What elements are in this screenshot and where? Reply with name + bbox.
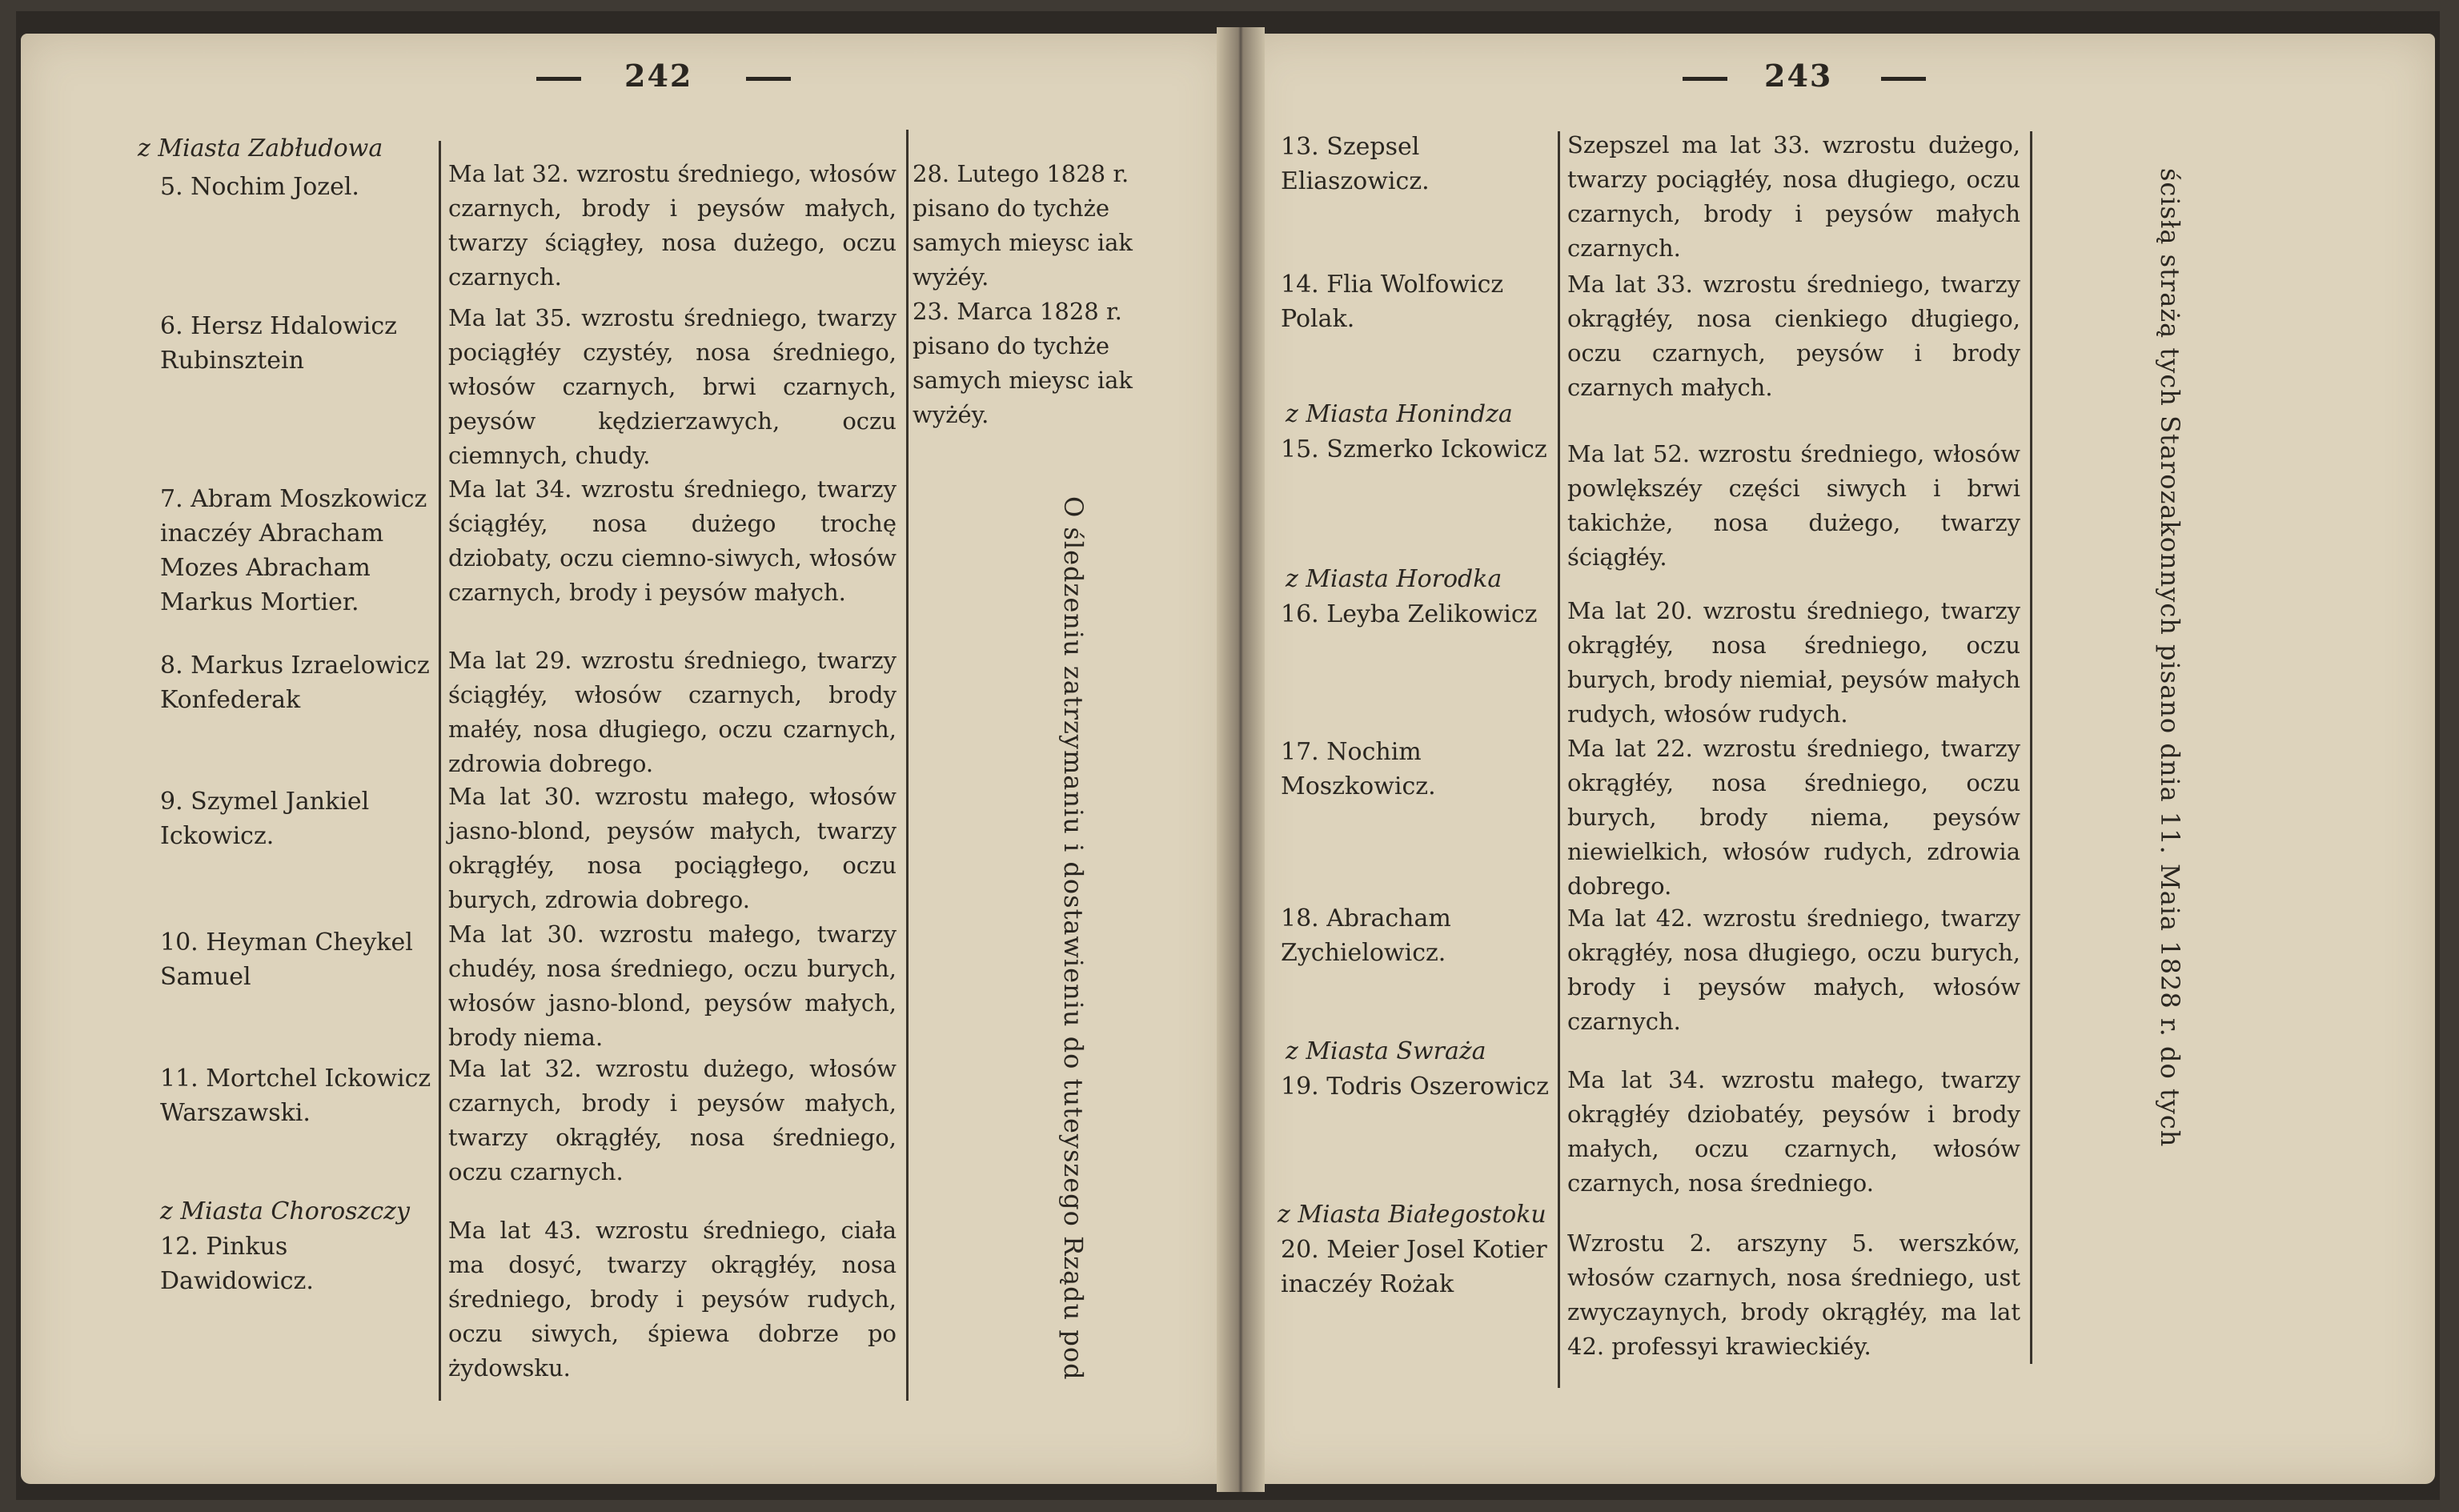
entry-name [1281,130,1553,199]
entry-person-name: Pinkus Dawidowicz. [160,1233,314,1295]
entry-person-name: Meier Josel Kotier inaczéy Rożak [1281,1236,1547,1298]
entry-description: Ma lat 22. wzrostu średniego, twarzy okrągłéy, nosa średniego, oczu burych, brody niema, peysów niewielkich, włosów rudych, zdrowia dobrego. [1567,735,2020,900]
entry-number: 20. [1281,1236,1319,1264]
origin-label: z Miasta Zabłudowa [138,134,383,162]
entry-description: Ma lat 32. wzrostu średniego, włosów czarnych, brody i peysów małych, twarzy ściągłey, nosa dużego, oczu czarnych. [448,160,897,291]
entry-name [1281,432,1553,467]
entry-description: Ma lat 52. wzrostu średniego, włosów powlększéy części siwych i brwi takichże, nosa dużego, twarzy ściągłéy. [1567,440,2020,571]
entry-description: Ma lat 35. wzrostu średniego, twarzy pociągłéy czystéy, nosa średniego, włosów czarnych, brwi czarnych, peysów kędzierzawych, oczu ciemnych, chudy. [448,304,897,469]
origin-label: z Miasta Honindza [1286,400,1513,428]
entry-person-name: Szymel Jankiel Ickowicz. [160,788,370,850]
side-note: 28. Lutego 1828 r. pisano do tychże samych mieysc iak wyżéy. [913,160,1133,291]
entry-name [1281,597,1553,632]
entry-person-name: Mortchel Ickowicz Warszawski. [160,1065,431,1127]
entry-person-name: Markus Izraelowicz Konfederak [160,652,430,714]
entry-name [160,925,432,994]
book-gutter [1217,27,1265,1492]
entry-description: Ma lat 43. wzrostu średniego, ciała ma dosyć, twarzy okrągłéy, nosa średniego, brody i peysów rudych, oczu siwych, śpiewa dobrze po żydowsku. [448,1217,897,1382]
entry-person-name: Leyba Zelikowicz [1326,600,1538,628]
entry-description: Ma lat 30. wzrostu małego, włosów jasno-blond, peysów małych, twarzy okrągłéy, nosa pociągłego, oczu burych, zdrowia dobrego. [448,783,897,913]
entry-description: Ma lat 32. wzrostu dużego, włosów czarnych, brody i peysów małych, twarzy okrągłéy, nosa średniego, oczu czarnych. [448,1055,897,1185]
entry-number: 7. [160,485,183,513]
side-note: 23. Marca 1828 r. pisano do tychże samych mieysc iak wyżéy. [913,298,1133,428]
entry-name [160,648,432,717]
column-rule [906,130,909,1401]
entry-person-name: Szepsel Eliaszowicz. [1281,133,1430,195]
entry-number: 18. [1281,904,1319,932]
entry-person-name: Nochim Moszkowicz. [1281,738,1436,800]
entry-description: Wzrostu 2. arszyny 5. werszków, włosów czarnych, nosa średniego, ust zwyczaynych, brody okrągłéy, ma lat 42. professyi krawieckiéy. [1567,1229,2020,1360]
origin-label: z Miasta Białegostoku [1278,1201,1546,1229]
entry-number: 8. [160,652,183,680]
entry-name [160,170,464,204]
column-rule [1558,131,1560,1388]
entry-person-name: Abram Moszkowicz inaczéy Abracham Mozes Abracham Markus Mortier. [160,485,427,616]
entry-number: 6. [160,312,183,340]
entry-description: Ma lat 34. wzrostu małego, twarzy okrągłéy dziobatéy, peysów i brody małych, oczu czarnych, włosów czarnych, nosa średniego. [1567,1066,2020,1197]
origin-label: z Miasta Horodka [1286,565,1502,593]
entry-number: 5. [160,173,183,201]
entry-name [1281,735,1553,804]
entry-person-name: Abracham Zychielowicz. [1281,904,1451,967]
entry-number: 19. [1281,1073,1319,1101]
page-dash [536,77,581,81]
entry-person-name: Nochim Jozel. [191,173,359,201]
entry-name [1281,1233,1553,1301]
origin-label: z Miasta Choroszczy [160,1197,410,1225]
entry-number: 11. [160,1065,199,1093]
vertical-heading-right: ścisłą strażą tych Starozakonnych pisano dnia 11. Maia 1828 r. do tych [2155,168,2185,1148]
entry-number: 16. [1281,600,1319,628]
entry-description: Ma lat 20. wzrostu średniego, twarzy okrągłéy, nosa średniego, oczu burych, brody niemiał, peysów małych rudych, włosów rudych. [1567,597,2020,728]
entry-person-name: Szmerko Ickowicz [1326,435,1547,463]
entry-description: Ma lat 34. wzrostu średniego, twarzy ściągłéy, nosa dużego trochę dziobaty, oczu ciemno-siwych, włosów czarnych, brody i peysów małych. [448,475,897,606]
entry-name [1281,267,1553,336]
entry-description: Ma lat 33. wzrostu średniego, twarzy okrągłéy, nosa cienkiego długiego, oczu czarnych, peysów i brody czarnych małych. [1567,271,2020,401]
origin-label: z Miasta Swraża [1286,1037,1486,1065]
entry-number: 15. [1281,435,1319,463]
entry-description: Ma lat 30. wzrostu małego, twarzy chudéy, nosa średniego, oczu burych, włosów jasno-blond, peysów małych, brody niema. [448,920,897,1051]
entry-name [160,1061,432,1130]
entry-name [160,309,432,378]
entry-description: Szepszel ma lat 33. wzrostu dużego, twarzy pociągłéy, nosa długiego, oczu czarnych, brody i peysów małych czarnych. [1567,131,2020,262]
entry-person-name: Hersz Hdalowicz Rubinsztein [160,312,397,375]
entry-person-name: Todris Oszerowicz [1326,1073,1549,1101]
entry-number: 10. [160,928,199,957]
entry-number: 9. [160,788,183,816]
page-number-left: 242 [624,58,693,94]
entry-person-name: Heyman Cheykel Samuel [160,928,413,991]
entry-description: Ma lat 42. wzrostu średniego, twarzy okrągłéy, nosa długiego, oczu burych, brody i peysów małych, włosów czarnych. [1567,904,2020,1035]
entry-number: 13. [1281,133,1319,161]
entry-number: 17. [1281,738,1319,766]
entry-person-name: Flia Wolfowicz Polak. [1281,271,1504,333]
entry-number: 14. [1281,271,1319,299]
entry-name [1281,901,1553,970]
entry-name [160,784,432,853]
column-rule [439,141,441,1401]
entry-description: Ma lat 29. wzrostu średniego, twarzy ściągłéy, włosów czarnych, brody małéy, nosa długiego, oczu czarnych, zdrowia dobrego. [448,647,897,777]
page-dash [746,77,791,81]
entry-name [160,1229,432,1298]
page-dash [1683,77,1727,81]
vertical-heading-left: O śledzeniu zatrzymaniu i dostawieniu do tuteyszego Rządu pod [1058,496,1089,1381]
column-rule [2030,131,2032,1364]
page-dash [1881,77,1926,81]
entry-name [1281,1069,1553,1104]
page-number-right: 243 [1764,58,1833,94]
entry-name [160,482,432,620]
entry-number: 12. [160,1233,199,1261]
